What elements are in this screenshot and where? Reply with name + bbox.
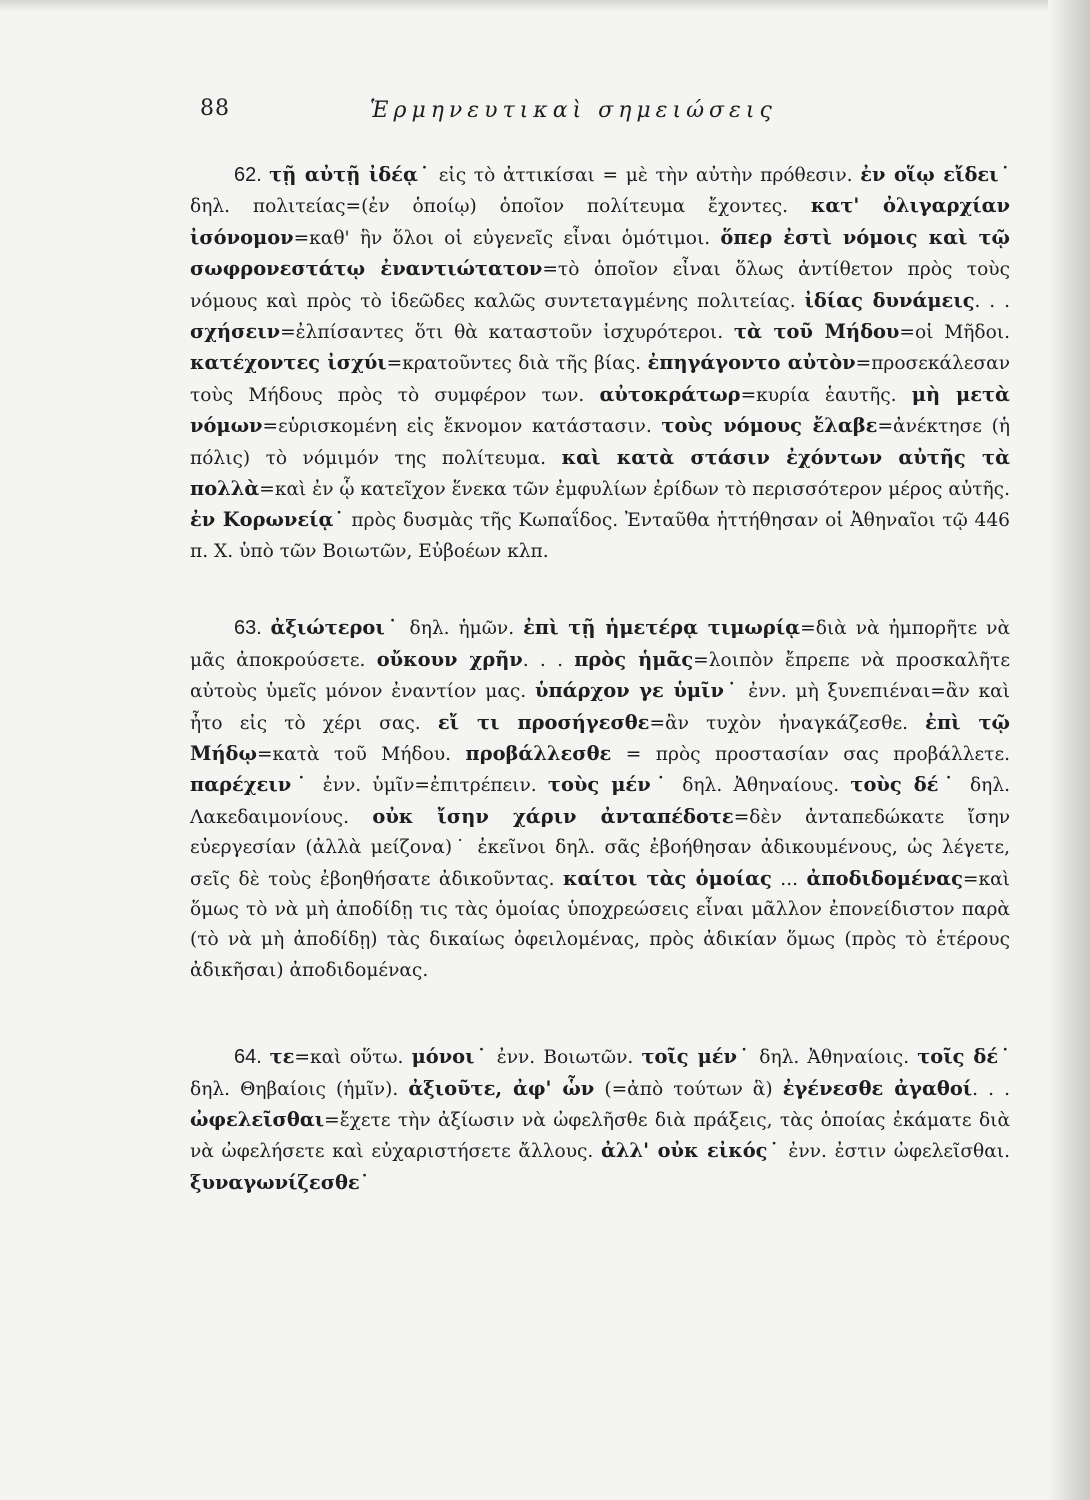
note-number: 62. [234, 164, 270, 186]
gloss: ἐνν. Βοιωτῶν. [488, 1047, 642, 1069]
lemma: μὴ μετὰ νόμων [190, 382, 1010, 438]
note-62 [190, 160, 1010, 567]
lemma: σχήσειν [190, 320, 281, 344]
lemma: ἀξιοῦτε, ἀφ' ὧν [408, 1076, 595, 1100]
note-64 [190, 1042, 1010, 1199]
lemma: τε [269, 1045, 295, 1069]
page-number: 88 [200, 96, 230, 121]
lemma: ἀξιώτεροι˙ [270, 616, 401, 640]
gloss: δηλ. ἡμῶν. [400, 618, 524, 640]
gloss: (=ἀπὸ τούτων ἃ) [594, 1078, 783, 1100]
lemma: καίτοι τὰς ὁμοίας [563, 866, 772, 890]
gloss: δηλ. πολιτείας=(ἐν ὁποίῳ) ὁποῖον πολίτευμα ἔχοντες. [190, 196, 811, 218]
gloss: =λοιπὸν ἔπρεπε νὰ προσκαλῆτε αὐτοὺς ὑμεῖς μόνον ἐναντίον μας. [190, 649, 1010, 703]
lemma: ἐν Κορωνείᾳ˙ [190, 508, 345, 532]
lemma: ἀλλ' οὐκ εἰκός˙ [601, 1139, 781, 1163]
lemma: τῇ αὐτῇ ἰδέᾳ˙ [269, 163, 432, 186]
lemma: ἀποδιδομένας [806, 866, 963, 890]
gloss: δηλ. Ἀθηναίοις. [751, 1047, 918, 1069]
lemma: ἐγένεσθε ἀγαθοί [782, 1076, 973, 1100]
gloss: ... [771, 868, 807, 890]
note-63 [190, 613, 1010, 986]
gloss: =καὶ οὕτω. [294, 1047, 412, 1069]
gloss: . . . [972, 1078, 1011, 1100]
gloss: δηλ. Ἀθηναίους. [670, 775, 851, 797]
gloss: = πρὸς προστασίαν σας προβάλλετε. [611, 743, 1010, 765]
top-edge-shadow [0, 0, 1090, 12]
gloss: =δὲν ἀνταπεδώκατε ἴσην εὐεργεσίαν (ἀλλὰ μείζονα)˙ ἐκεῖνοι δηλ. σᾶς ἐβοήθησαν ἀδικουμένους, ὡς λέγετε, σεῖς δὲ τοὺς ἐβοηθήσατε ἀδικοῦντας. [190, 806, 1011, 890]
gloss: =τὸ ὁποῖον εἶναι ὅλως ἀντίθετον πρὸς τοὺς νόμους καὶ πρὸς τὸ ἰδεῶδες καλῶς συντεταγμένης πολιτείας. [190, 259, 1010, 312]
gloss: πρὸς δυσμὰς τῆς Κωπαΐδος. Ἐνταῦθα ἡττήθησαν οἱ Ἀθηναῖοι τῷ 446 π. Χ. ὑπὸ τῶν Βοιωτῶν, Εὐβοέων κλπ. [190, 510, 1010, 562]
gloss: =προσεκάλεσαν τοὺς Μήδους πρὸς τὸ συμφέρον των. [190, 353, 1011, 406]
gloss: =εὑρισκομένη εἰς ἔκνομον κατάστασιν. [262, 416, 662, 438]
commentary-notes [190, 160, 1010, 1245]
gloss: =διὰ νὰ ἠμπορῆτε νὰ μᾶς ἀποκρούσετε. [190, 618, 1011, 671]
lemma: εἴ τι προσήγεσθε [437, 710, 650, 734]
gloss: . . . [974, 290, 1010, 312]
lemma: ξυναγωνίζεσθε˙ [190, 1170, 370, 1194]
gloss: =καθ' ἣν ὅλοι οἱ εὐγενεῖς εἶναι ὁμότιμοι. [293, 227, 721, 249]
gloss: ἐνν. μὴ ξυνεπιέναι=ἂν καὶ ἦτο εἰς τὸ χέρι σας. [190, 681, 1011, 734]
gloss: εἰς τὸ ἀττικίσαι = μὲ τὴν αὐτὴν πρόθεσιν. [431, 165, 861, 186]
gloss: ἐνν. ὑμῖν=ἐπιτρέπειν. [311, 775, 548, 797]
lemma: ὅπερ ἐστὶ νόμοις καὶ τῷ σωφρονεστάτῳ ἐναντιώτατον [190, 225, 1010, 281]
page-header [0, 96, 1090, 136]
gloss: . . . [522, 649, 575, 671]
lemma: αὐτοκράτωρ [599, 382, 741, 406]
gloss: =καὶ ὅμως τὸ νὰ μὴ ἀποδίδῃ τις τὰς ὁμοίας ὑποχρεώσεις εἶναι μᾶλλον ἐπονείδιστον παρὰ (τὸ νὰ μὴ ἀποδίδῃ) τὰς δικαίως ὀφειλομένας, πρὸς ἀδικίαν ὅμως (πρὸς τὸ ἑτέρους ἀδικῆσαι) ἀποδιδομένας. [190, 868, 1010, 981]
lemma: τοῖς δέ˙ [917, 1045, 1011, 1069]
gloss: =ἂν τυχὸν ἠναγκάζεσθε. [649, 712, 926, 734]
lemma: τοῖς μέν˙ [641, 1045, 752, 1069]
lemma: μόνοι˙ [411, 1045, 489, 1069]
lemma: οὐκ ἴσην χάριν ἀνταπέδοτε [372, 804, 734, 828]
lemma: παρέχειν˙ [190, 773, 312, 797]
gloss: =ἔχετε τὴν ἀξίωσιν νὰ ὠφελῆσθε διὰ πράξεις, τὰς ὁποίας ἐκάματε διὰ νὰ ὠφελήσετε καὶ εὐχαριστήσετε ἄλλους. [190, 1109, 1010, 1163]
gloss: =οἱ Μῆδοι. [899, 322, 1010, 344]
lemma: ἰδίας δυνάμεις [804, 288, 975, 312]
page-spine-shadow [1048, 0, 1090, 1500]
gloss: =καὶ ἐν ᾧ κατεῖχον ἕνεκα τῶν ἐμφυλίων ἐρίδων τὸ περισσότερον μέρος αὐτῆς. [259, 479, 1010, 501]
gloss: =ἀνέκτησε (ἡ πόλις) τὸ νόμιμόν της πολίτευμα. [190, 416, 1010, 469]
gloss: ἐνν. ἐστιν ὠφελεῖσθαι. [780, 1141, 1010, 1163]
lemma: ὑπάρχον γε ὑμῖν˙ [535, 679, 740, 703]
lemma: πρὸς ἡμᾶς [574, 647, 694, 671]
lemma: ἐπὶ τῷ Μήδῳ [190, 710, 1011, 765]
lemma: τοὺς δέ˙ [850, 773, 959, 797]
lemma: ἐπηγάγοντο αὐτὸν [647, 351, 856, 375]
lemma: κατέχοντες ἰσχύι [190, 351, 387, 375]
note-number: 64. [234, 1046, 270, 1069]
gloss: =ἐλπίσαντες ὅτι θὰ καταστοῦν ἰσχυρότεροι. [280, 322, 734, 344]
lemma: οὔκουν χρῆν [376, 647, 523, 671]
gloss: =κυρία ἑαυτῆς. [740, 384, 912, 406]
lemma: ἐπὶ τῇ ἡμετέρᾳ τιμωρίᾳ [523, 616, 801, 640]
lemma: κατ' ὀλιγαρχίαν ἰσόνομον [190, 194, 1011, 249]
lemma: τοὺς μέν˙ [547, 773, 671, 797]
running-title: Ἑρμηνευτικαὶ σημειώσεις [370, 98, 777, 123]
gloss: =κατὰ τοῦ Μήδου. [256, 743, 466, 765]
note-number: 63. [234, 617, 271, 640]
lemma: ὠφελεῖσθαι [190, 1107, 325, 1131]
lemma: ἐν οἵῳ εἴδει˙ [860, 163, 1011, 186]
lemma: τοὺς νόμους ἔλαβε [661, 414, 878, 438]
lemma: προβάλλεσθε [465, 741, 612, 765]
lemma: καὶ κατὰ στάσιν ἐχόντων αὐτῆς τὰ πολλὰ [190, 445, 1011, 501]
gloss: δηλ. Λακεδαιμονίους. [190, 775, 1011, 828]
gloss: δηλ. Θηβαίοις (ἡμῖν). [190, 1078, 409, 1100]
gloss: =κρατοῦντες διὰ τῆς βίας. [386, 353, 648, 375]
lemma: τὰ τοῦ Μήδου [733, 320, 900, 344]
